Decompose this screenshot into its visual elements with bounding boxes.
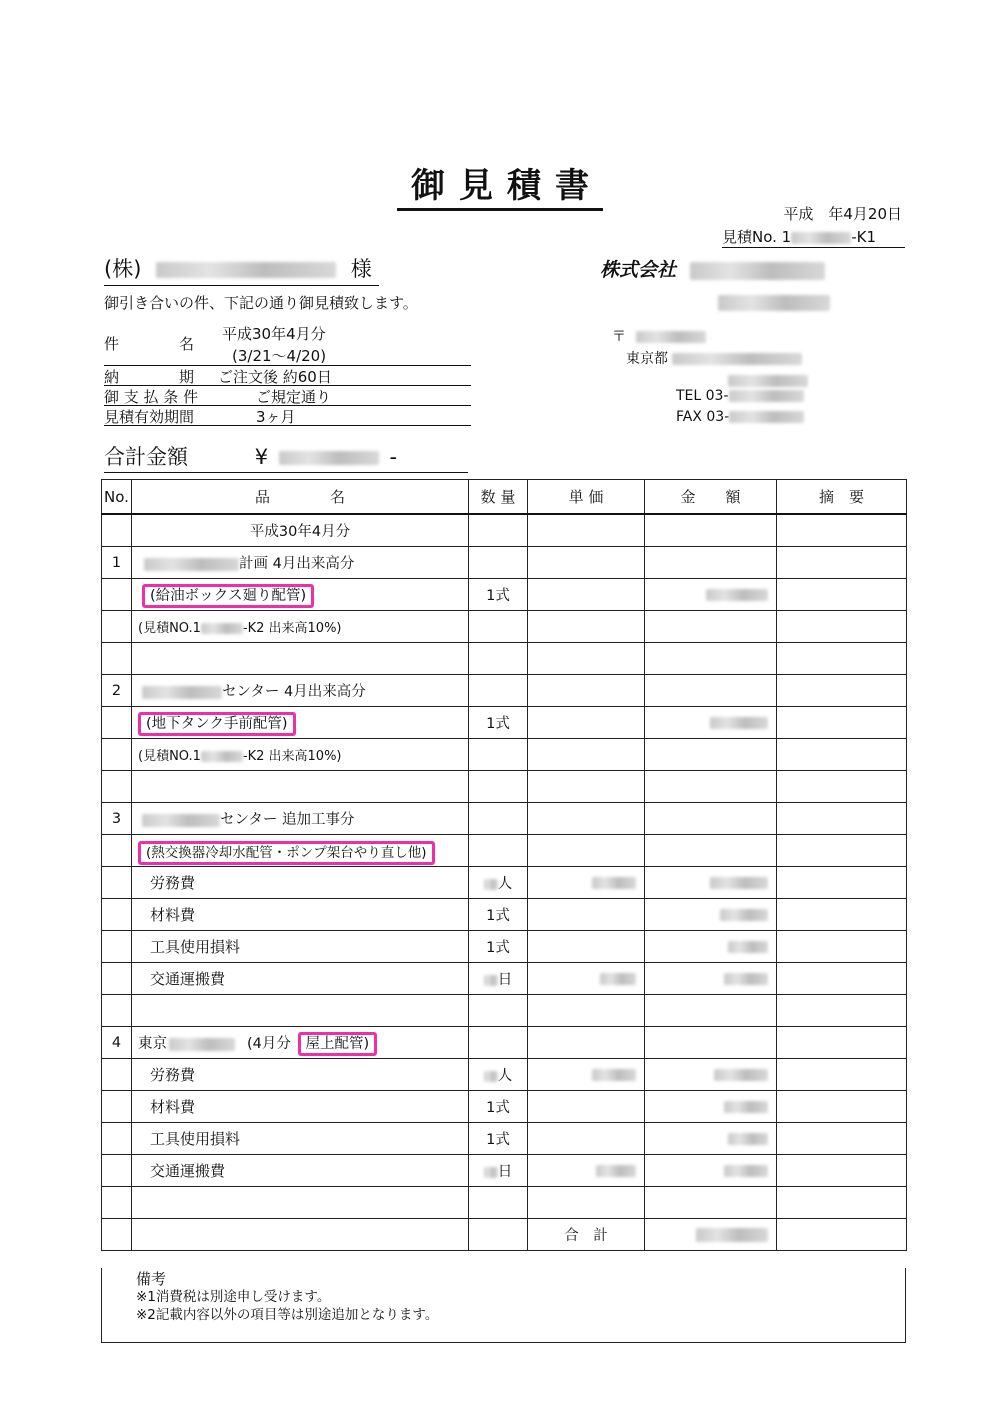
item2-highlight: (地下タンク手前配管) bbox=[138, 712, 296, 736]
total-amount: 合計金額 ¥ - bbox=[104, 441, 468, 473]
table-row: 交通運搬費 日 bbox=[102, 963, 907, 995]
greeting-text: 御引き合いの件、下記の通り御見積致します。 bbox=[104, 294, 418, 312]
table-header-row bbox=[102, 480, 907, 515]
table-row: 工具使用損料 1式 bbox=[102, 1123, 907, 1155]
header-name: 品 名 bbox=[132, 480, 469, 515]
table-row: 2 センター 4月出来高分 bbox=[102, 675, 907, 707]
subtotal-row bbox=[102, 1219, 907, 1251]
item1-name: 計画 4月出来高分 bbox=[132, 547, 469, 579]
issuer-company: 株式会社 bbox=[600, 255, 825, 282]
delivery-value: ご注文後 約60日 bbox=[218, 368, 332, 386]
issuer-postal: 〒 bbox=[612, 326, 706, 346]
delivery-label: 納 期 bbox=[104, 368, 195, 386]
table-row: (給油ボックス廻り配管) 1式 bbox=[102, 579, 907, 611]
subject-line1: 平成30年4月分 bbox=[222, 325, 326, 343]
meta-divider-4 bbox=[104, 425, 471, 426]
table-row: 材料費 1式 bbox=[102, 1091, 907, 1123]
remarks-box bbox=[101, 1268, 906, 1343]
payment-value: ご規定通り bbox=[256, 388, 332, 406]
subject-label: 件 名 bbox=[104, 335, 195, 353]
document-title: 御見積書 bbox=[0, 158, 1000, 207]
subtotal-label: 合 計 bbox=[528, 1219, 645, 1251]
header-qty: 数 量 bbox=[469, 480, 528, 515]
table-row: 材料費 1式 bbox=[102, 899, 907, 931]
table-row bbox=[102, 643, 907, 675]
subtotal-amount bbox=[645, 1219, 777, 1251]
recipient-name: (株) 様 bbox=[104, 253, 379, 286]
item1-highlight: (給油ボックス廻り配管) bbox=[142, 584, 314, 608]
table-row: (見積NO.1 -K2 出来高10%) bbox=[102, 739, 907, 771]
payment-label: 御 支 払 条 件 bbox=[104, 388, 199, 406]
table-row: 4 東京 (4月分 屋上配管) bbox=[102, 1027, 907, 1059]
item3-name: センター 追加工事分 bbox=[132, 803, 469, 835]
validity-value: 3ヶ月 bbox=[256, 408, 296, 426]
header-unit-price: 単 価 bbox=[528, 480, 645, 515]
table-row bbox=[102, 514, 907, 547]
table-row: 交通運搬費 日 bbox=[102, 1155, 907, 1187]
subject-line2: (3/21～4/20) bbox=[232, 347, 327, 365]
table-row: 工具使用損料 1式 bbox=[102, 931, 907, 963]
item2-name: センター 4月出来高分 bbox=[132, 675, 469, 707]
item4-highlight: 屋上配管) bbox=[298, 1032, 378, 1056]
table-row bbox=[102, 1187, 907, 1219]
table-row bbox=[102, 771, 907, 803]
header-no: No. bbox=[102, 480, 132, 515]
estimate-items-table bbox=[101, 479, 907, 1251]
table-row: (見積NO.1 -K2 出来高10%) bbox=[102, 611, 907, 643]
table-row: (地下タンク手前配管) 1式 bbox=[102, 707, 907, 739]
table-row: 労務費 人 bbox=[102, 1059, 907, 1091]
table-row: 1 計画 4月出来高分 bbox=[102, 547, 907, 579]
estimate-number: 見積No. 1 -K1 bbox=[722, 226, 905, 248]
item4-name: 東京 (4月分 屋上配管) bbox=[132, 1027, 469, 1059]
validity-label: 見積有効期間 bbox=[104, 408, 195, 426]
table-row: 3 センター 追加工事分 bbox=[102, 803, 907, 835]
issuer-fax: FAX 03- bbox=[676, 409, 804, 425]
header-amount: 金 額 bbox=[645, 480, 777, 515]
period-label: 平成30年4月分 bbox=[132, 514, 469, 547]
remarks-title: 備考 bbox=[136, 1270, 167, 1288]
remarks-line-1: ※1消費税は別途申し受けます。 bbox=[136, 1289, 331, 1305]
issuer-address: 東京都 bbox=[626, 348, 802, 368]
issuer-division bbox=[718, 292, 830, 311]
item2-amount bbox=[645, 707, 777, 739]
issuer-address-line2 bbox=[728, 370, 808, 389]
table-row bbox=[102, 995, 907, 1027]
remarks-line-2: ※2記載内容以外の項目等は別途追加となります。 bbox=[136, 1307, 439, 1323]
item1-amount bbox=[645, 579, 777, 611]
issuer-tel: TEL 03- bbox=[676, 388, 804, 404]
issue-date: 平成 年4月20日 bbox=[783, 205, 902, 223]
table-row bbox=[102, 835, 907, 867]
table-row: 労務費 人 bbox=[102, 867, 907, 899]
item3-highlight: (熱交換器冷却水配管・ポンプ架台やり直し他) bbox=[138, 841, 435, 865]
header-note: 摘 要 bbox=[777, 480, 907, 515]
